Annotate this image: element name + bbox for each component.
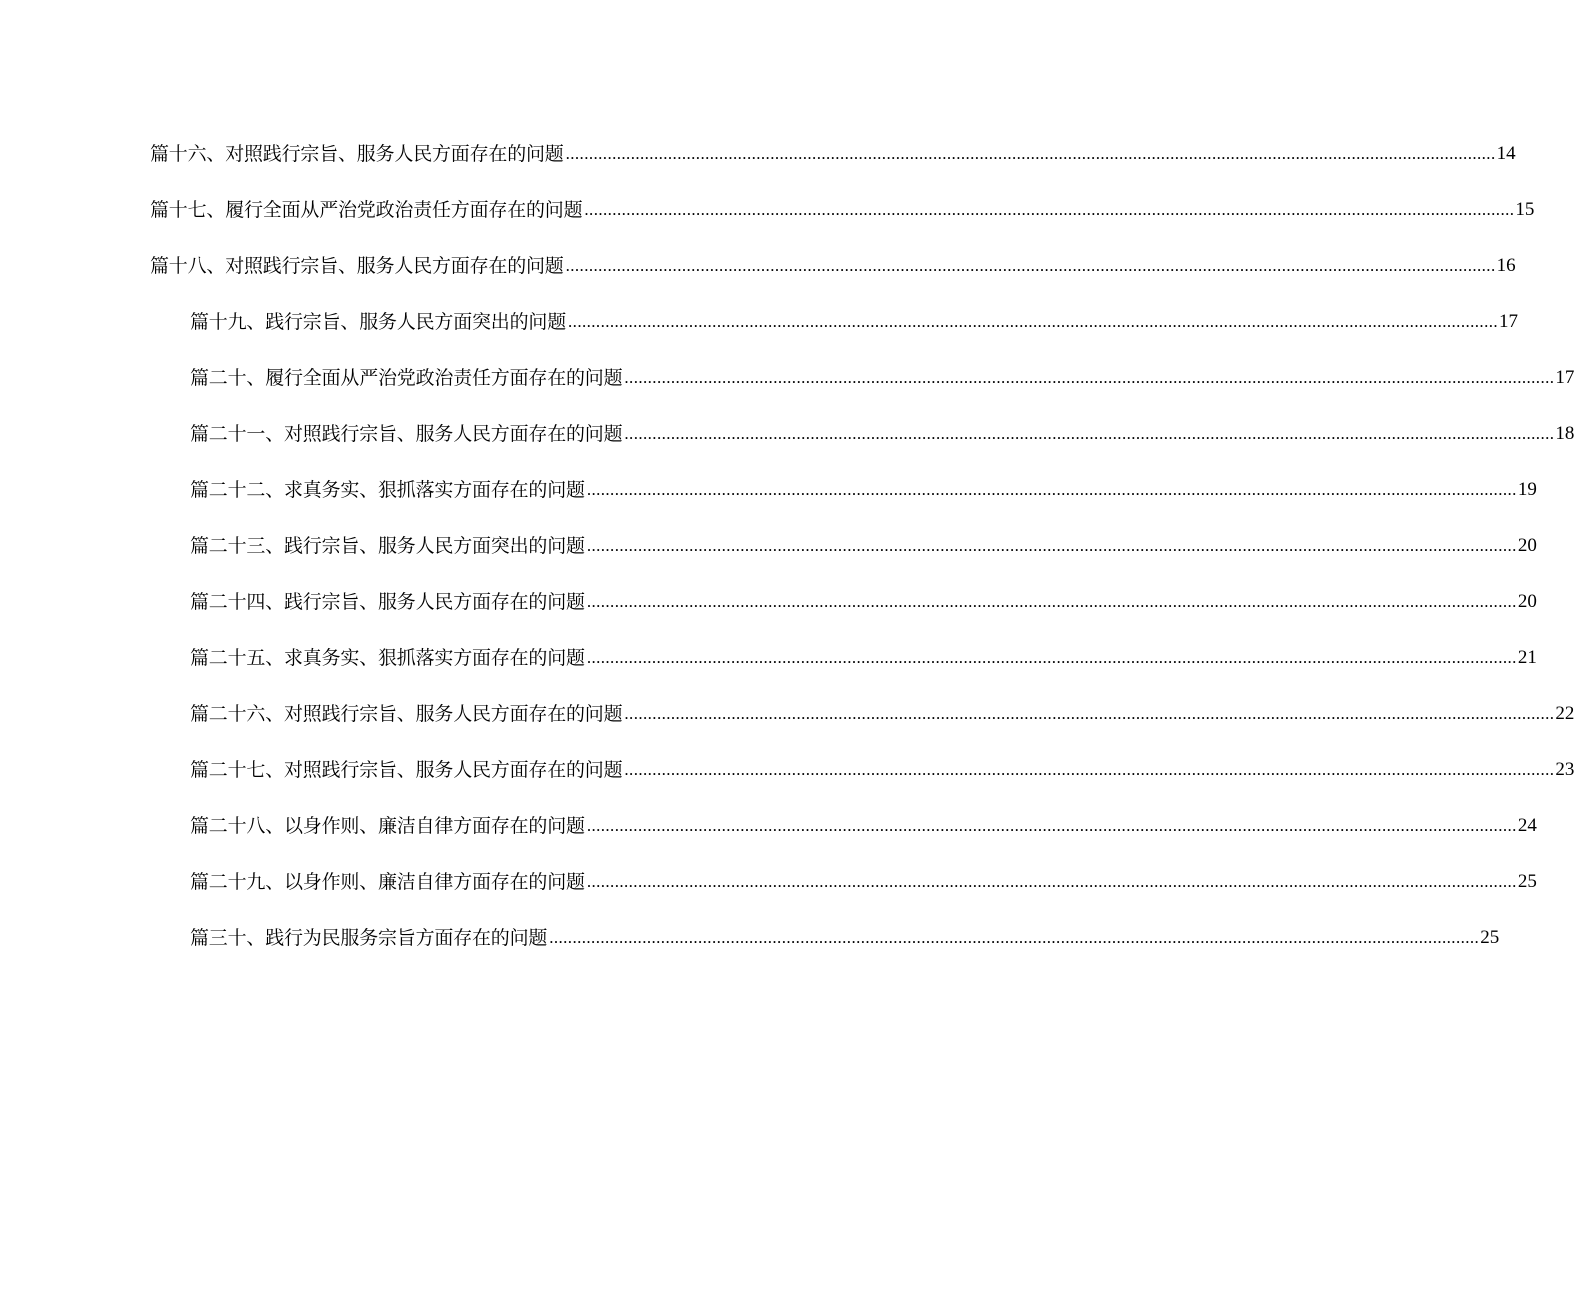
toc-entry-page: 15 — [1515, 199, 1535, 220]
toc-entry-title: 篇十九、践行宗旨、服务人民方面突出的问题 — [190, 311, 567, 333]
toc-entry-title: 篇二十一、对照践行宗旨、服务人民方面存在的问题 — [190, 423, 623, 445]
toc-entry-title: 篇十七、履行全面从严治党政治责任方面存在的问题 — [150, 199, 583, 221]
toc-entry-title: 篇二十、履行全面从严治党政治责任方面存在的问题 — [190, 367, 623, 389]
toc-entry[interactable] — [150, 136, 1516, 166]
toc-entry[interactable] — [190, 752, 1574, 782]
toc-entry-page: 17 — [1555, 367, 1574, 388]
toc-entry[interactable] — [190, 360, 1574, 390]
toc-dot-leader: ........................................................................................................................................................................................................ — [624, 704, 1555, 723]
toc-entry-page: 20 — [1517, 535, 1537, 556]
toc-dot-leader: ........................................................................................................................................................................................................ — [586, 872, 1517, 891]
toc-entry[interactable] — [190, 584, 1537, 614]
toc-entry-page: 23 — [1555, 759, 1574, 780]
toc-dot-leader: ........................................................................................................................................................................................................ — [624, 368, 1555, 387]
toc-dot-leader: ........................................................................................................................................................................................................ — [584, 200, 1515, 219]
toc-dot-leader: ........................................................................................................................................................................................................ — [586, 648, 1517, 667]
toc-entry[interactable] — [190, 864, 1537, 894]
toc-entry-page: 25 — [1480, 927, 1500, 948]
toc-entry-page: 19 — [1517, 479, 1537, 500]
toc-entry-title: 篇二十九、以身作则、廉洁自律方面存在的问题 — [190, 871, 585, 893]
toc-dot-leader: ........................................................................................................................................................................................................ — [565, 256, 1496, 275]
toc-entry[interactable] — [190, 696, 1574, 726]
toc-entry[interactable] — [190, 808, 1537, 838]
toc-dot-leader: ........................................................................................................................................................................................................ — [549, 928, 1480, 947]
toc-entry-title: 篇二十七、对照践行宗旨、服务人民方面存在的问题 — [190, 759, 623, 781]
toc-entry[interactable] — [150, 248, 1516, 278]
toc-entry-title: 篇二十二、求真务实、狠抓落实方面存在的问题 — [190, 479, 585, 501]
toc-entry[interactable] — [150, 192, 1535, 222]
toc-entry-title: 篇二十四、践行宗旨、服务人民方面存在的问题 — [190, 591, 585, 613]
toc-entry[interactable] — [190, 920, 1500, 950]
toc-entry-page: 18 — [1555, 423, 1574, 444]
toc-entry-title: 篇三十、践行为民服务宗旨方面存在的问题 — [190, 927, 548, 949]
toc-entry-page: 17 — [1499, 311, 1519, 332]
toc-dot-leader: ........................................................................................................................................................................................................ — [568, 312, 1499, 331]
toc-entry-title: 篇二十八、以身作则、廉洁自律方面存在的问题 — [190, 815, 585, 837]
toc-entry[interactable] — [190, 528, 1537, 558]
toc-dot-leader: ........................................................................................................................................................................................................ — [586, 816, 1517, 835]
toc-entry-page: 22 — [1555, 703, 1574, 724]
toc-entry-page: 25 — [1517, 871, 1537, 892]
toc-entry-title: 篇十八、对照践行宗旨、服务人民方面存在的问题 — [150, 255, 564, 277]
toc-dot-leader: ........................................................................................................................................................................................................ — [624, 424, 1555, 443]
toc-entry-title: 篇二十六、对照践行宗旨、服务人民方面存在的问题 — [190, 703, 623, 725]
toc-dot-leader: ........................................................................................................................................................................................................ — [586, 592, 1517, 611]
toc-entry-page: 24 — [1517, 815, 1537, 836]
toc-entry[interactable] — [190, 472, 1537, 502]
toc-entry-title: 篇二十三、践行宗旨、服务人民方面突出的问题 — [190, 535, 585, 557]
toc-entry-page: 21 — [1517, 647, 1537, 668]
toc-dot-leader: ........................................................................................................................................................................................................ — [565, 144, 1496, 163]
toc-dot-leader: ........................................................................................................................................................................................................ — [624, 760, 1555, 779]
toc-dot-leader: ........................................................................................................................................................................................................ — [586, 480, 1517, 499]
toc-entry-title: 篇二十五、求真务实、狠抓落实方面存在的问题 — [190, 647, 585, 669]
toc-dot-leader: ........................................................................................................................................................................................................ — [586, 536, 1517, 555]
toc-entry-page: 14 — [1496, 143, 1516, 164]
toc-entry[interactable] — [190, 640, 1537, 670]
toc-entry[interactable] — [190, 416, 1574, 446]
toc-entry-page: 16 — [1496, 255, 1516, 276]
toc-entry[interactable] — [190, 304, 1519, 334]
toc-entry-title: 篇十六、对照践行宗旨、服务人民方面存在的问题 — [150, 143, 564, 165]
toc-entry-page: 20 — [1517, 591, 1537, 612]
